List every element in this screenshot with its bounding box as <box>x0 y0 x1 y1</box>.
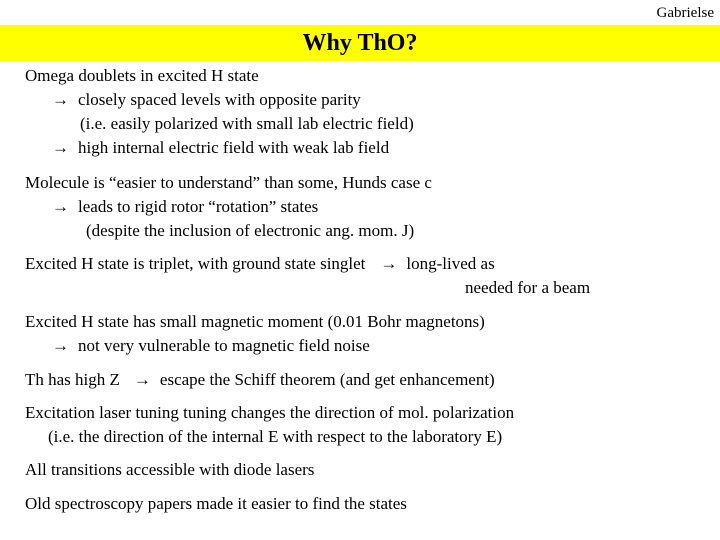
b4-main: Excited H state has small magnetic moment (0.01 Bohr magnetons) <box>25 312 485 331</box>
b1-arrow2-line <box>52 137 389 159</box>
b3-main-line <box>25 253 495 275</box>
b1-arrow1-line <box>52 89 361 111</box>
b6-sub1: (i.e. the direction of the internal E with respect to the laboratory E) <box>48 427 503 446</box>
b1-main: Omega doublets in excited H state <box>25 66 259 85</box>
b2-arrow1-text: leads to rigid rotor “rotation” states <box>78 197 319 216</box>
b2-main: Molecule is “easier to understand” than some, Hunds case c <box>25 173 432 192</box>
b3-result-text: long-lived as <box>406 254 495 273</box>
b7-main: All transitions accessible with diode lasers <box>25 460 315 479</box>
b2-sub1: (despite the inclusion of electronic ang. mom. J) <box>86 221 415 240</box>
arrow-icon: → <box>52 336 69 355</box>
b1-arrow1-text: closely spaced levels with opposite parity <box>78 90 361 109</box>
b5-line <box>25 369 495 391</box>
b3-cont: needed for a beam <box>465 278 591 297</box>
b2-arrow1-line <box>52 196 318 218</box>
b3-main-text: Excited H state is triplet, with ground state singlet <box>25 254 366 273</box>
b1-arrow2-text: high internal electric field with weak lab field <box>78 138 390 157</box>
b4-arrow1-text: not very vulnerable to magnetic field noise <box>78 336 370 355</box>
arrow-icon: → <box>52 90 69 109</box>
arrow-icon: → <box>133 370 151 389</box>
slide-title: Why ThO? <box>302 30 418 56</box>
b5-result-text: escape the Schiff theorem (and get enhancement) <box>159 370 495 389</box>
arrow-icon: → <box>52 197 69 216</box>
b8-main: Old spectroscopy papers made it easier to find the states <box>25 494 407 513</box>
b5-main-text: Th has high Z <box>25 370 120 389</box>
b1-sub1: (i.e. easily polarized with small lab electric field) <box>80 114 414 133</box>
b6-main: Excitation laser tuning tuning changes the direction of mol. polarization <box>25 403 515 422</box>
author-label: Gabrielse <box>656 5 714 21</box>
b4-arrow1-line <box>52 335 370 357</box>
arrow-icon: → <box>380 254 398 273</box>
arrow-icon: → <box>52 138 69 157</box>
